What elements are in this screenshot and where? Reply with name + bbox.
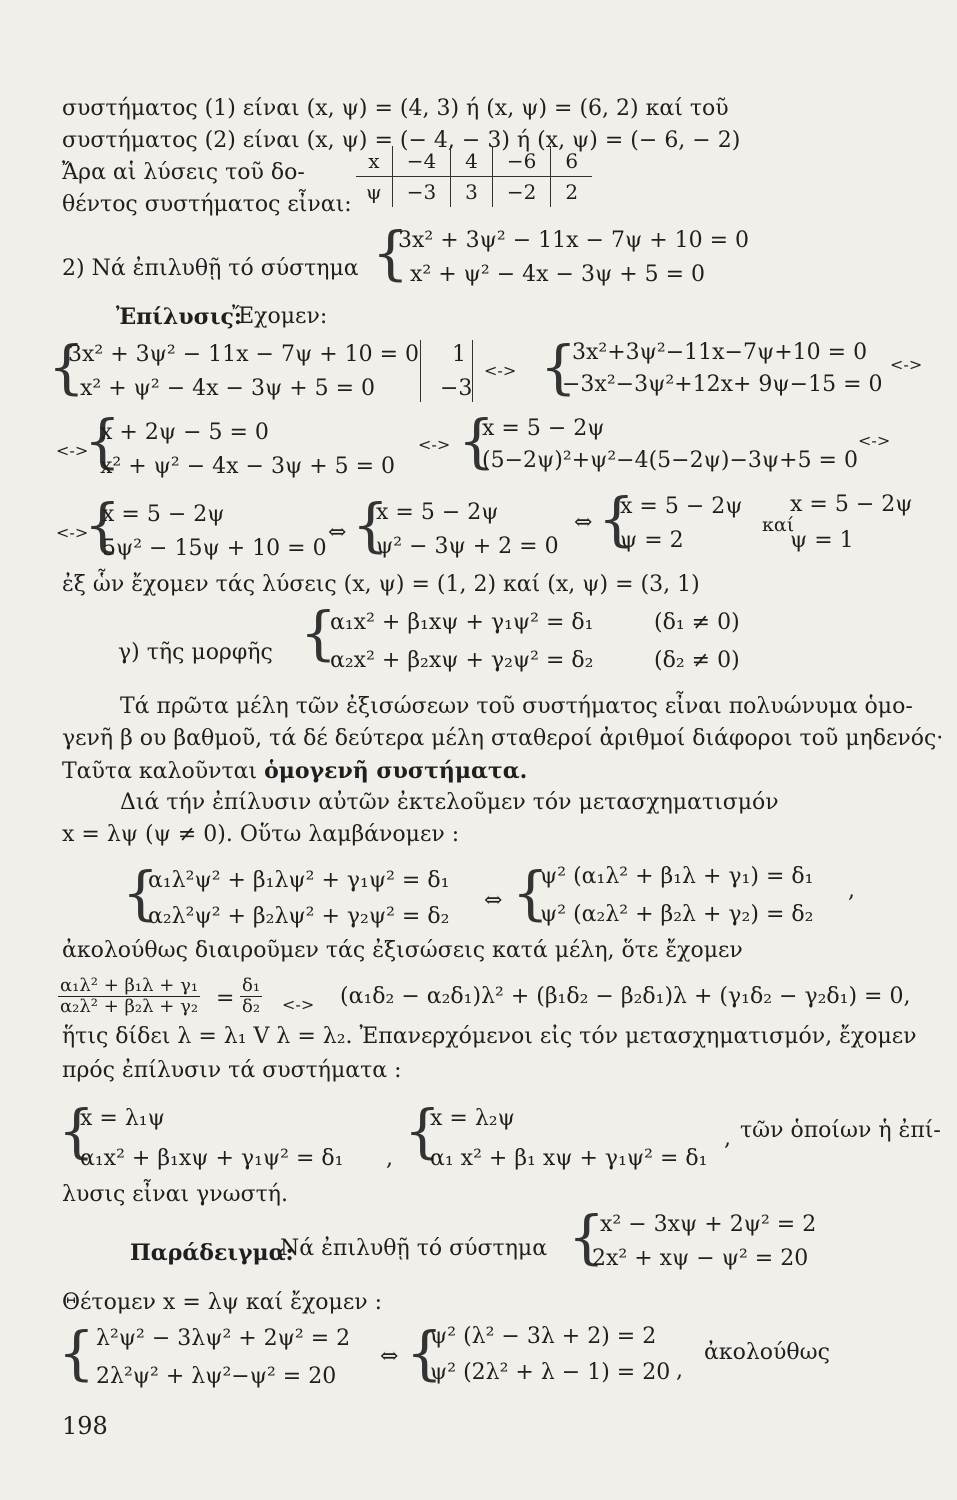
homog-eq-2: α₂λ²ψ² + β₂λψ² + γ₂ψ² = δ₂ xyxy=(148,904,450,929)
and-word: καί xyxy=(762,514,795,536)
final-sys2-eq2: α₁ x² + β₁ xψ + γ₁ψ² = δ₁ xyxy=(430,1146,708,1171)
paragraph-line: x = λψ (ψ ≠ 0). Οὕτω λαμβάνομεν : xyxy=(62,822,460,847)
form-label: γ) τῆς μορφῆς xyxy=(118,640,273,665)
equals: = xyxy=(216,986,235,1011)
equivalence-arrow: <-> xyxy=(858,431,891,450)
table-cell: 2 xyxy=(551,177,592,208)
table-y-label: ψ xyxy=(366,180,382,204)
paragraph-line: ἥτις δίδει λ = λ₁ V λ = λ₂. Ἐπανερχόμενοι εἰς τόν μετασχηματισμόν, ἔχομεν xyxy=(62,1024,917,1049)
brace: { xyxy=(84,407,121,475)
brace: { xyxy=(300,599,337,667)
sys3-eq5: x = 5 − 2ψ xyxy=(620,494,743,519)
example-text: Νά ἐπιλυθῇ τό σύστημα xyxy=(280,1236,548,1261)
solutions-line: ἐξ ὧν ἔχομεν τάς λύσεις (x, ψ) = (1, 2) καί (x, ψ) = (3, 1) xyxy=(62,572,700,597)
sys3-eq4: ψ² − 3ψ + 2 = 0 xyxy=(376,534,559,559)
paragraph-line: Θέτομεν x = λψ καί ἔχομεν : xyxy=(62,1290,383,1315)
comma: , xyxy=(386,1146,393,1171)
sys2-eq2: x² + ψ² − 4x − 3ψ + 5 = 0 xyxy=(100,454,396,479)
paragraph-line: λυσις εἶναι γνωστή. xyxy=(62,1182,288,1207)
homog-eq-4: ψ² (α₂λ² + β₂λ + γ₂) = δ₂ xyxy=(540,902,814,927)
sys3-eq3: x = 5 − 2ψ xyxy=(376,500,499,525)
paragraph-line: γενῆ β ου βαθμοῦ, τά δέ δεύτερα μέλη σταθεροί ἀριθμοί διάφοροι τοῦ μηδενός· xyxy=(62,726,944,751)
line-1: συστήματος (1) είναι (x, ψ) = (4, 3) ή (x, ψ) = (6, 2) καί τοῦ xyxy=(62,96,729,121)
solution-intro: Ἔχομεν: xyxy=(232,304,328,329)
sys3-eq2: 5ψ² − 15ψ + 10 = 0 xyxy=(102,536,327,561)
paragraph-line: Διά τήν ἐπίλυσιν αὐτῶν ἐκτελοῦμεν τόν μετασχηματισμόν xyxy=(120,790,779,815)
sys2-eq4: (5−2ψ)²+ψ²−4(5−2ψ)−3ψ+5 = 0 xyxy=(482,448,858,473)
divider xyxy=(472,340,473,402)
example-eq-1: x² − 3xψ + 2ψ² = 2 xyxy=(600,1212,817,1237)
final-sys1-eq2: α₁x² + β₁xψ + γ₁ψ² = δ₁ xyxy=(80,1146,344,1171)
paragraph-line: πρός ἐπίλυσιν τά συστήματα : xyxy=(62,1058,402,1083)
final-sys1-eq1: x = λ₁ψ xyxy=(80,1106,165,1131)
term: ὁμογενῆ συστήματα. xyxy=(264,758,528,784)
brace: { xyxy=(406,1319,443,1387)
system-eq-2: x² + ψ² − 4x − 3ψ + 5 = 0 xyxy=(410,262,706,287)
denominator: δ₂ xyxy=(242,996,261,1017)
text: Ταῦτα καλοῦνται xyxy=(62,759,265,784)
homog-eq-3: ψ² (α₁λ² + β₁λ + γ₁) = δ₁ xyxy=(540,864,814,889)
table-cell: −4 xyxy=(392,146,450,177)
line-3: Ἄρα αἱ λύσεις τοῦ δο- xyxy=(62,160,305,185)
final-sys2-eq1: x = λ₂ψ xyxy=(430,1106,515,1131)
example-sub-1: λ²ψ² − 3λψ² + 2ψ² = 2 xyxy=(96,1326,351,1351)
table-cell: −6 xyxy=(492,146,550,177)
brace: { xyxy=(458,407,495,475)
example-sub-2: 2λ²ψ² + λψ²−ψ² = 20 xyxy=(96,1364,337,1389)
table-x-label: x xyxy=(356,146,392,177)
brace: { xyxy=(58,1097,95,1165)
numerator: δ₁ xyxy=(242,975,261,996)
problem-2: 2) Νά ἐπιλυθῇ τό σύστημα xyxy=(62,256,359,281)
equivalence-arrow: <-> xyxy=(56,441,89,460)
line-2: συστήματος (2) είναι (x, ψ) = (− 4, − 3) ή (x, ψ) = (− 6, − 2) xyxy=(62,128,741,153)
sys3-eq7: x = 5 − 2ψ xyxy=(790,492,913,517)
equivalence-arrow: ⇔ xyxy=(484,888,503,913)
multiplier-2: −3 xyxy=(440,376,473,401)
brace: { xyxy=(404,1097,441,1165)
table-cell: 3 xyxy=(451,177,493,208)
sys2-eq3: x = 5 − 2ψ xyxy=(482,416,605,441)
equivalence-arrow: <-> xyxy=(282,995,315,1014)
brace: { xyxy=(540,333,577,401)
sys1-eq4: −3x²−3ψ²+12x+ 9ψ−15 = 0 xyxy=(562,372,883,397)
equivalence-arrow: <-> xyxy=(484,361,517,380)
fraction-rhs xyxy=(240,976,262,1017)
comma: , xyxy=(724,1126,731,1151)
paragraph-line: ἀκολούθως διαιροῦμεν τάς ἐξισώσεις κατά μέλη, ὅτε ἔχομεν xyxy=(62,938,743,963)
denominator: α₂λ² + β₂λ + γ₂ xyxy=(60,996,199,1017)
form-eq-2: α₂x² + β₂xψ + γ₂ψ² = δ₂ xyxy=(330,648,594,673)
quadratic-equation: (α₁δ₂ − α₂δ₁)λ² + (β₁δ₂ − β₂δ₁)λ + (γ₁δ₂ − γ₂δ₁) = 0, xyxy=(340,984,911,1009)
fraction-lhs xyxy=(58,976,200,1017)
brace: { xyxy=(84,491,121,559)
brace: { xyxy=(48,333,85,401)
sys1-eq1: 3x² + 3ψ² − 11x − 7ψ + 10 = 0 xyxy=(68,342,420,367)
table-cell: 4 xyxy=(451,146,493,177)
table-cell: −3 xyxy=(392,177,450,208)
example-sub-3: ψ² (λ² − 3λ + 2) = 2 xyxy=(430,1324,657,1349)
line-4: θέντος συστήματος εἶναι: xyxy=(62,192,352,217)
equivalence-arrow: <-> xyxy=(418,435,451,454)
comma: , xyxy=(676,1358,683,1383)
sys3-eq8: ψ = 1 xyxy=(790,528,854,553)
sys3-eq6: ψ = 2 xyxy=(620,528,684,553)
equivalence-arrow: <-> xyxy=(890,355,923,374)
page-number: 198 xyxy=(62,1412,108,1440)
form-eq-1: α₁x² + β₁xψ + γ₁ψ² = δ₁ xyxy=(330,610,594,635)
brace: { xyxy=(372,219,409,287)
brace: { xyxy=(352,491,389,559)
equivalence-arrow: ⇔ xyxy=(574,510,593,535)
brace: { xyxy=(122,859,159,927)
form-cond-2: (δ₂ ≠ 0) xyxy=(654,648,740,673)
table-cell: 6 xyxy=(551,146,592,177)
table-cell: −2 xyxy=(492,177,550,208)
solution-heading: Ἐπίλυσις: xyxy=(116,304,243,330)
example-heading: Παράδειγμα: xyxy=(130,1240,294,1266)
brace: { xyxy=(568,1203,605,1271)
homog-eq-1: α₁λ²ψ² + β₁λψ² + γ₁ψ² = δ₁ xyxy=(148,868,450,893)
brace: { xyxy=(598,485,635,553)
example-eq-2: 2x² + xψ − ψ² = 20 xyxy=(592,1246,809,1271)
divider xyxy=(420,340,421,402)
sys3-eq1: x = 5 − 2ψ xyxy=(102,502,225,527)
equivalence-arrow: <-> xyxy=(56,523,89,542)
system-eq-1: 3x² + 3ψ² − 11x − 7ψ + 10 = 0 xyxy=(398,228,750,253)
comma: , xyxy=(848,878,855,903)
brace: { xyxy=(512,859,549,927)
equivalence-arrow: ⇔ xyxy=(328,520,347,545)
example-sub-4: ψ² (2λ² + λ − 1) = 20 xyxy=(430,1360,671,1385)
multiplier-1: 1 xyxy=(452,342,466,367)
brace: { xyxy=(58,1319,95,1387)
paragraph-line: τῶν ὁποίων ἡ ἐπί- xyxy=(740,1118,941,1143)
numerator: α₁λ² + β₁λ + γ₁ xyxy=(60,975,199,996)
sys2-eq1: x + 2ψ − 5 = 0 xyxy=(100,420,269,445)
paragraph-line: Τά πρῶτα μέλη τῶν ἐξισώσεων τοῦ συστήματος εἶναι πολυώνυμα ὁμο- xyxy=(120,694,913,719)
form-cond-1: (δ₁ ≠ 0) xyxy=(654,610,740,635)
paragraph-line: ἀκολούθως xyxy=(704,1340,830,1365)
paragraph-line xyxy=(62,758,527,785)
solution-table xyxy=(356,146,592,207)
sys1-eq2: x² + ψ² − 4x − 3ψ + 5 = 0 xyxy=(80,376,376,401)
sys1-eq3: 3x²+3ψ²−11x−7ψ+10 = 0 xyxy=(572,340,868,365)
equivalence-arrow: ⇔ xyxy=(380,1344,399,1369)
